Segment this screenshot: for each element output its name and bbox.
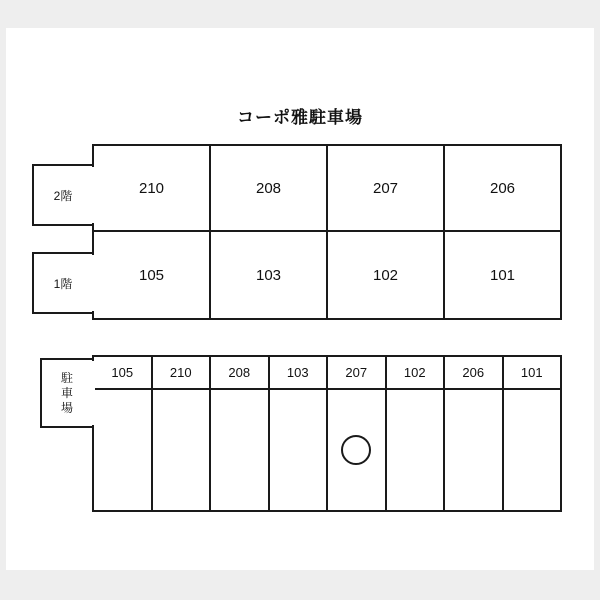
- parking-label-char: 場: [60, 400, 73, 415]
- top-frame-band: [0, 0, 600, 28]
- right-frame-band: [594, 0, 600, 600]
- parking-block: [92, 355, 562, 512]
- room-cell: 210: [94, 146, 211, 230]
- parking-slot-label: 101: [520, 365, 543, 380]
- car-circle-icon: [341, 435, 371, 465]
- parking-slot-label: 103: [270, 357, 329, 388]
- parking-slot-label: 206: [445, 357, 504, 388]
- floor-row-2f: [94, 146, 560, 232]
- parking-slot-cell-occupied: [328, 390, 387, 510]
- room-cell: 103: [211, 232, 328, 318]
- floor-row-1f: [94, 232, 560, 318]
- floor-tab-seam-1f: [92, 255, 95, 311]
- room-cell: 206: [489, 179, 516, 197]
- room-cell: 207: [328, 146, 445, 230]
- room-cell: 101: [489, 266, 516, 284]
- parking-slot-cell: [387, 390, 446, 510]
- parking-slot-label: 210: [153, 357, 212, 388]
- parking-slot-label: 102: [387, 357, 446, 388]
- parking-label-char: 車: [60, 385, 73, 400]
- parking-slot-label: 208: [211, 357, 270, 388]
- parking-label: [40, 358, 94, 428]
- parking-slot-cell: [211, 390, 270, 510]
- parking-tab-seam: [92, 361, 95, 425]
- parking-slot-cell: [445, 390, 504, 510]
- room-cell: 208: [211, 146, 328, 230]
- floor-tab-seam-2f: [92, 167, 95, 223]
- building-block: [92, 144, 562, 320]
- parking-slot-cell: [153, 390, 212, 510]
- parking-slot-header-row: [94, 357, 560, 390]
- parking-slot-cell: [270, 390, 329, 510]
- parking-slot-row: [94, 390, 560, 510]
- parking-slot-label: 207: [328, 357, 387, 388]
- bottom-frame-band: [0, 570, 600, 600]
- room-cell: 105: [94, 232, 211, 318]
- parking-slot-label: 105: [94, 357, 153, 388]
- parking-slot-cell: [504, 390, 561, 510]
- floor-label-2f: 2階: [32, 164, 94, 226]
- left-frame-band: [0, 0, 6, 600]
- room-cell: 102: [328, 232, 445, 318]
- parking-label-char: 駐: [60, 370, 73, 385]
- floor-label-1f: 1階: [32, 252, 94, 314]
- parking-slot-cell: [94, 390, 153, 510]
- page-title: コーポ雅駐車場: [237, 108, 363, 127]
